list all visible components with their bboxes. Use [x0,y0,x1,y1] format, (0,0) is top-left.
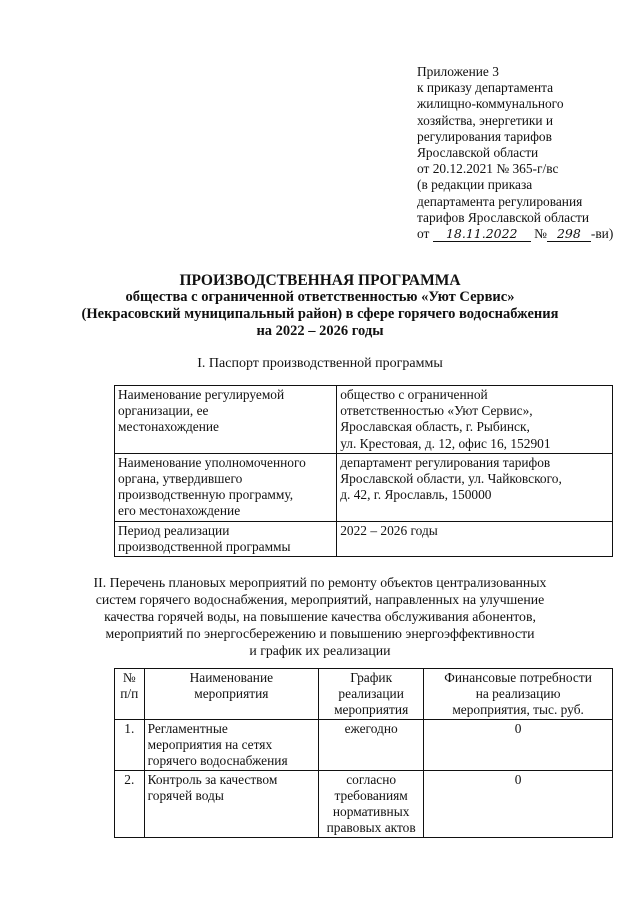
cell-line: д. 42, г. Ярославль, 150000 [340,487,492,503]
cell-line: на реализацию [475,686,561,701]
cell-line: Регламентные [147,721,228,736]
cell-line: ежегодно [344,721,398,736]
cell-line: горячей воды [147,788,224,803]
appendix-suffix: -ви) [590,226,614,242]
document-title [0,272,640,340]
passport-value-cell [337,453,613,521]
cell-line: реализации [338,686,404,701]
cell-line: ответственностью «Уют Сервис», [340,403,533,419]
row-num: 1. [115,720,145,771]
appendix-from-label: от [417,226,430,242]
passport-label-cell [115,453,337,521]
heading-line: мероприятий по энергосбережению и повышению энергоэффективности [105,626,535,641]
row-name [144,720,319,771]
section-2-heading [0,574,640,659]
appendix-line: от 20.12.2021 № 365-г/вс [417,161,559,177]
cell-line: Наименование регулируемой [118,387,285,402]
cell-line: Наименование уполномоченного [118,454,306,470]
cell-line: производственной программы [118,538,291,554]
cell-line: горячего водоснабжения [147,753,288,768]
appendix-line: тарифов Ярославской области [417,209,590,225]
number-sign: № [534,226,547,242]
heading-line: систем горячего водоснабжения, мероприятий, направленных на улучшение [95,592,545,607]
cell-line: мероприятия [334,702,409,717]
row-finance: 0 [424,720,613,771]
appendix-line: Приложение 3 [417,64,499,79]
header-name [144,669,319,720]
title-line-2: общества с ограниченной ответственностью «Уют Сервис» [125,289,515,305]
appendix-line: хозяйства, энергетики и [417,112,554,128]
passport-table [114,385,613,557]
heading-line: качества горячей воды, на повышение качества обслуживания абонентов, [104,609,536,624]
cell-line: мероприятия [194,686,269,701]
cell-line: нормативных [332,804,410,819]
cell-line: организации, ее [118,403,209,419]
cell-line: ул. Крестовая, д. 12, офис 16, 152901 [340,435,551,451]
appendix-line: к приказу департамента [417,80,554,96]
header-num [115,669,145,720]
cell-line: общество с ограниченной [340,387,488,402]
heading-line: II. Перечень плановых мероприятий по ремонту объектов централизованных [93,575,547,590]
passport-label-cell [115,521,337,556]
row-schedule [319,720,424,771]
cell-line: Финансовые потребности [444,670,592,685]
cell-line: местонахождение [118,419,220,435]
cell-line: департамент регулирования тарифов [340,454,551,470]
row-num: 2. [115,771,145,838]
title-line-4: на 2022 – 2026 годы [256,323,384,339]
row-name [144,771,319,838]
header-schedule [319,669,424,720]
cell-line: Наименование [189,670,274,685]
table-header-row [115,669,613,720]
header-finance [424,669,613,720]
cell-line: 2022 – 2026 годы [340,522,438,538]
appendix-line: регулирования тарифов [417,128,552,144]
table-row [115,771,613,838]
appendix-line: жилищно-коммунального [417,96,564,112]
section-1-heading: I. Паспорт производственной программы [197,356,443,371]
table-row [115,386,613,454]
cell-line: производственную программу, [118,487,294,503]
table-row [115,453,613,521]
heading-line: и график их реализации [249,643,391,658]
plan-table [114,668,613,838]
title-line-3: (Некрасовский муниципальный район) в сфере горячего водоснабжения [81,306,559,322]
table-row [115,521,613,556]
appendix-line: департамента регулирования [417,193,583,209]
cell-line: Ярославской области, ул. Чайковского, [340,471,562,487]
handwritten-number: 298 [547,227,591,242]
cell-line: согласно [346,772,397,787]
handwritten-date: 18.11.2022 [433,227,531,242]
cell-line: мероприятия на сетях [147,737,273,752]
passport-value-cell [337,521,613,556]
cell-line: его местонахождение [118,503,241,519]
cell-line: № [122,670,136,685]
title-line-1: ПРОИЗВОДСТВЕННАЯ ПРОГРАММА [179,272,461,289]
cell-line: п/п [120,686,139,701]
cell-line: Период реализации [118,522,230,538]
appendix-line: (в редакции приказа [417,177,533,193]
passport-label-cell [115,386,337,454]
row-schedule [319,771,424,838]
cell-line: правовых актов [326,820,416,835]
cell-line: мероприятия, тыс. руб. [452,702,584,717]
appendix-block [417,64,632,242]
passport-value-cell [337,386,613,454]
appendix-edition-line [417,226,632,242]
cell-line: Контроль за качеством [147,772,278,787]
cell-line: требованиям [334,788,408,803]
row-finance: 0 [424,771,613,838]
cell-line: Ярославская область, г. Рыбинск, [340,419,530,435]
table-row [115,720,613,771]
cell-line: органа, утвердившего [118,471,243,487]
cell-line: График [350,670,393,685]
appendix-line: Ярославской области [417,145,539,161]
